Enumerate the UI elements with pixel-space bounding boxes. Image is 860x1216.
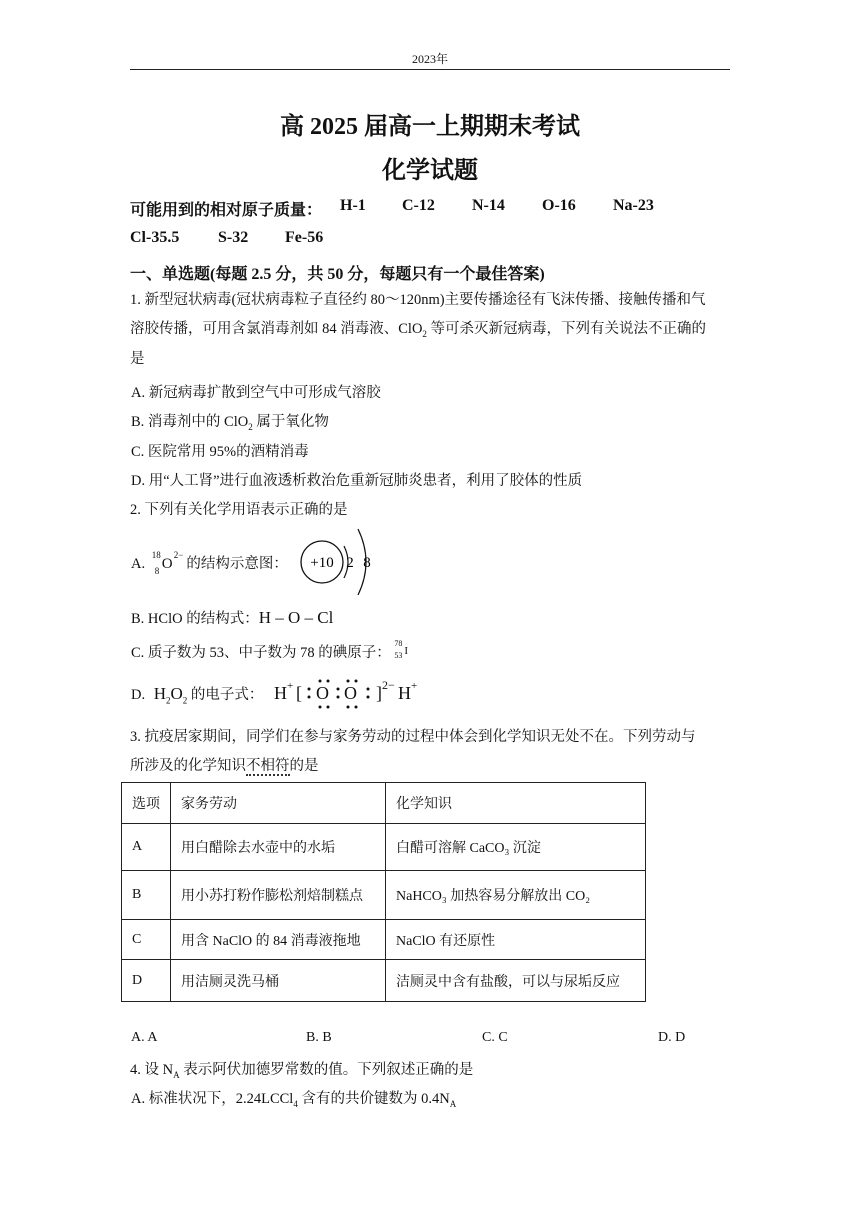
iodine-isotope-notation: 78 53 I [394,638,409,660]
table-header-cell: 化学知识 [386,783,646,824]
page-header-year: 2023年 [411,52,448,66]
q3-answer-b: B. B [306,1030,332,1045]
q1-option-a: A. 新冠病毒扩散到空气中可形成气溶胶 [131,385,381,401]
svg-text:]: ] [376,683,382,703]
table-cell-labor: 用小苏打粉作膨松剂焙制糕点 [171,871,386,920]
table-row [122,920,646,960]
atomic-mass-label: 可能用到的相对原子质量： [130,202,323,219]
svg-text:2−: 2− [382,678,395,692]
table-cell-knowledge: NaClO 有还原性 [386,920,646,960]
svg-text:+: + [411,680,418,692]
q1-stem-line2: 溶胶传播，可用含氯消毒剂如 84 消毒液、ClO$_2$ 等可杀灭新冠病毒，下列有关说法不正确的 [130,321,707,339]
shell-1-electrons: 2 [346,555,354,571]
h2o2-formula: $H_2O_2$ [153,684,188,706]
svg-text:+: + [287,680,294,692]
table-cell-labor: 用白醋除去水壶中的水垢 [171,824,386,871]
svg-text:O: O [344,683,357,703]
table-row [122,960,646,1002]
table-cell-labor: 用洁厕灵洗马桶 [171,960,386,1002]
nucleus-charge: +10 [310,555,334,571]
table-cell-option: C [122,920,171,960]
q4-option-a: A. 标准状况下，2.24LCCl$_4$ 含有的共价键数为 $0.4N_A$ [131,1091,457,1109]
oxygen-isotope-notation: 18 8 O 2− [151,549,184,576]
svg-text:[: [ [296,683,302,703]
shell-2-electrons: 8 [363,555,371,571]
table-row [122,871,646,920]
q1-option-b: B. 消毒剂中的 ClO$_2$ 属于氧化物 [131,414,329,432]
atomic-mass-item: Cl-35.5 [130,229,180,246]
q3-answer-c: C. C [482,1030,508,1045]
table-header-cell: 家务劳动 [171,783,386,824]
atomic-mass-item: H-1 [340,197,366,214]
table-cell-option: B [122,871,171,920]
table-header-cell: 选项 [122,783,171,824]
hydrogen-ion-right: H [398,683,411,703]
q3-answer-d: D. D [658,1030,686,1045]
atomic-mass-item: C-12 [402,197,435,214]
electron-dot-diagram [272,673,432,713]
atomic-mass-item: N-14 [472,197,505,214]
atomic-mass-item: O-16 [542,197,576,214]
atomic-mass-item: S-32 [218,229,249,246]
atomic-mass-item: Na-23 [613,197,654,214]
emphasis-not-matching: 不相符 [246,758,290,774]
q3-stem-line2: 所涉及的化学知识不相符的是 [130,758,319,774]
header-divider [130,69,730,70]
q3-answer-a: A. A [131,1030,158,1045]
exam-title: 高 2025 届高一上期期末考试 [280,114,580,140]
svg-text:O: O [316,683,329,703]
atomic-mass-item: Fe-56 [285,229,324,246]
q1-stem-line3: 是 [130,351,145,367]
table-cell-knowledge: 洁厕灵中含有盐酸，可以与尿垢反应 [386,960,646,1002]
q2-option-c: C. 质子数为 53、中子数为 78 的碘原子： 78 53 I [131,641,410,663]
table-cell-option: D [122,960,171,1002]
exam-subtitle: 化学试题 [382,158,478,184]
q2-option-d: D. $H_2O_2$ 的电子式： [131,684,264,706]
table-cell-knowledge: NaHCO₃ 加热容易分解放出 CO₂ [386,871,646,920]
q1-option-d: D. 用“人工肾”进行血液透析救治危重新冠肺炎患者，利用了胶体的性质 [131,473,583,489]
atom-structure-diagram [298,527,378,599]
table-cell-option: A [122,824,171,871]
hclo-structural-formula: H – O – Cl [258,608,334,627]
q1-stem-line1: 1. 新型冠状病毒(冠状病毒粒子直径约 80～120nm)主要传播途径有飞沫传播、接触传播和气 [130,292,706,308]
table-row [122,824,646,871]
hydrogen-ion-left: H [274,683,287,703]
table-header-row [122,783,646,824]
q2-stem: 2. 下列有关化学用语表示正确的是 [130,502,348,518]
table-cell-labor: 用含 NaClO 的 84 消毒液拖地 [171,920,386,960]
q2-option-a: A. 18 8 O 2− 的结构示意图： [131,549,288,576]
q2-option-b: B. HClO 的结构式：H – O – Cl [131,608,334,627]
q3-stem-line1: 3. 抗疫居家期间，同学们在参与家务劳动的过程中体会到化学知识无处不在。下列劳动与 [130,729,696,745]
section-heading: 一、单选题(每题 2.5 分，共 50 分，每题只有一个最佳答案) [130,266,545,283]
q1-option-c: C. 医院常用 95%的酒精消毒 [131,444,309,460]
q3-table [121,782,646,1002]
q4-stem: 4. 设 $N_A$ 表示阿伏加德罗常数的值。下列叙述正确的是 [130,1062,474,1080]
table-cell-knowledge: 白醋可溶解 CaCO₃ 沉淀 [386,824,646,871]
